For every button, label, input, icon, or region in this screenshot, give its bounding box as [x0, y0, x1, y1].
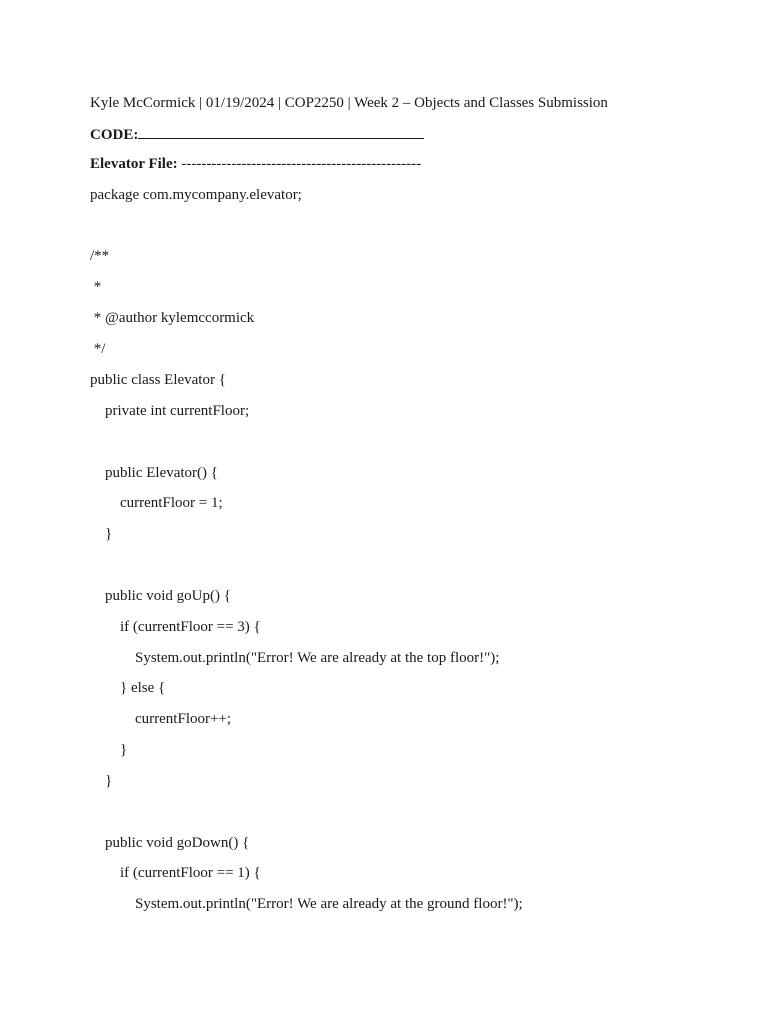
code-line: if (currentFloor == 3) { [120, 619, 261, 635]
code-line: * [90, 279, 102, 295]
code-line: * @author kylemccormick [90, 310, 255, 326]
code-line: currentFloor++; [135, 711, 232, 727]
code-line: public void goDown() { [105, 835, 250, 851]
code-line: } [105, 773, 113, 789]
file-heading [90, 155, 421, 173]
code-line: package com.mycompany.elevator; [90, 187, 302, 203]
code-line: } [105, 526, 113, 542]
code-line: currentFloor = 1; [120, 495, 223, 511]
code-line: } [120, 742, 128, 758]
code-label: CODE: [90, 127, 139, 143]
code-line: } else { [120, 680, 166, 696]
document-header: Kyle McCormick | 01/19/2024 | COP2250 | Week 2 – Objects and Classes Submission [90, 95, 608, 111]
code-line: public void goUp() { [105, 588, 231, 604]
code-line: private int currentFloor; [105, 403, 250, 419]
code-line: */ [90, 341, 106, 357]
code-underline [138, 125, 424, 139]
code-line: /** [90, 248, 110, 264]
code-line: System.out.println("Error! We are already at the top floor!"); [135, 650, 500, 666]
code-line: System.out.println("Error! We are already at the ground floor!"); [135, 896, 523, 912]
file-label: Elevator File: [90, 156, 178, 172]
code-line: public class Elevator { [90, 372, 226, 388]
file-dashes: ------------------------------------------------ [177, 156, 422, 172]
code-line: if (currentFloor == 1) { [120, 865, 261, 881]
code-line: public Elevator() { [105, 465, 218, 481]
code-heading [90, 125, 424, 144]
